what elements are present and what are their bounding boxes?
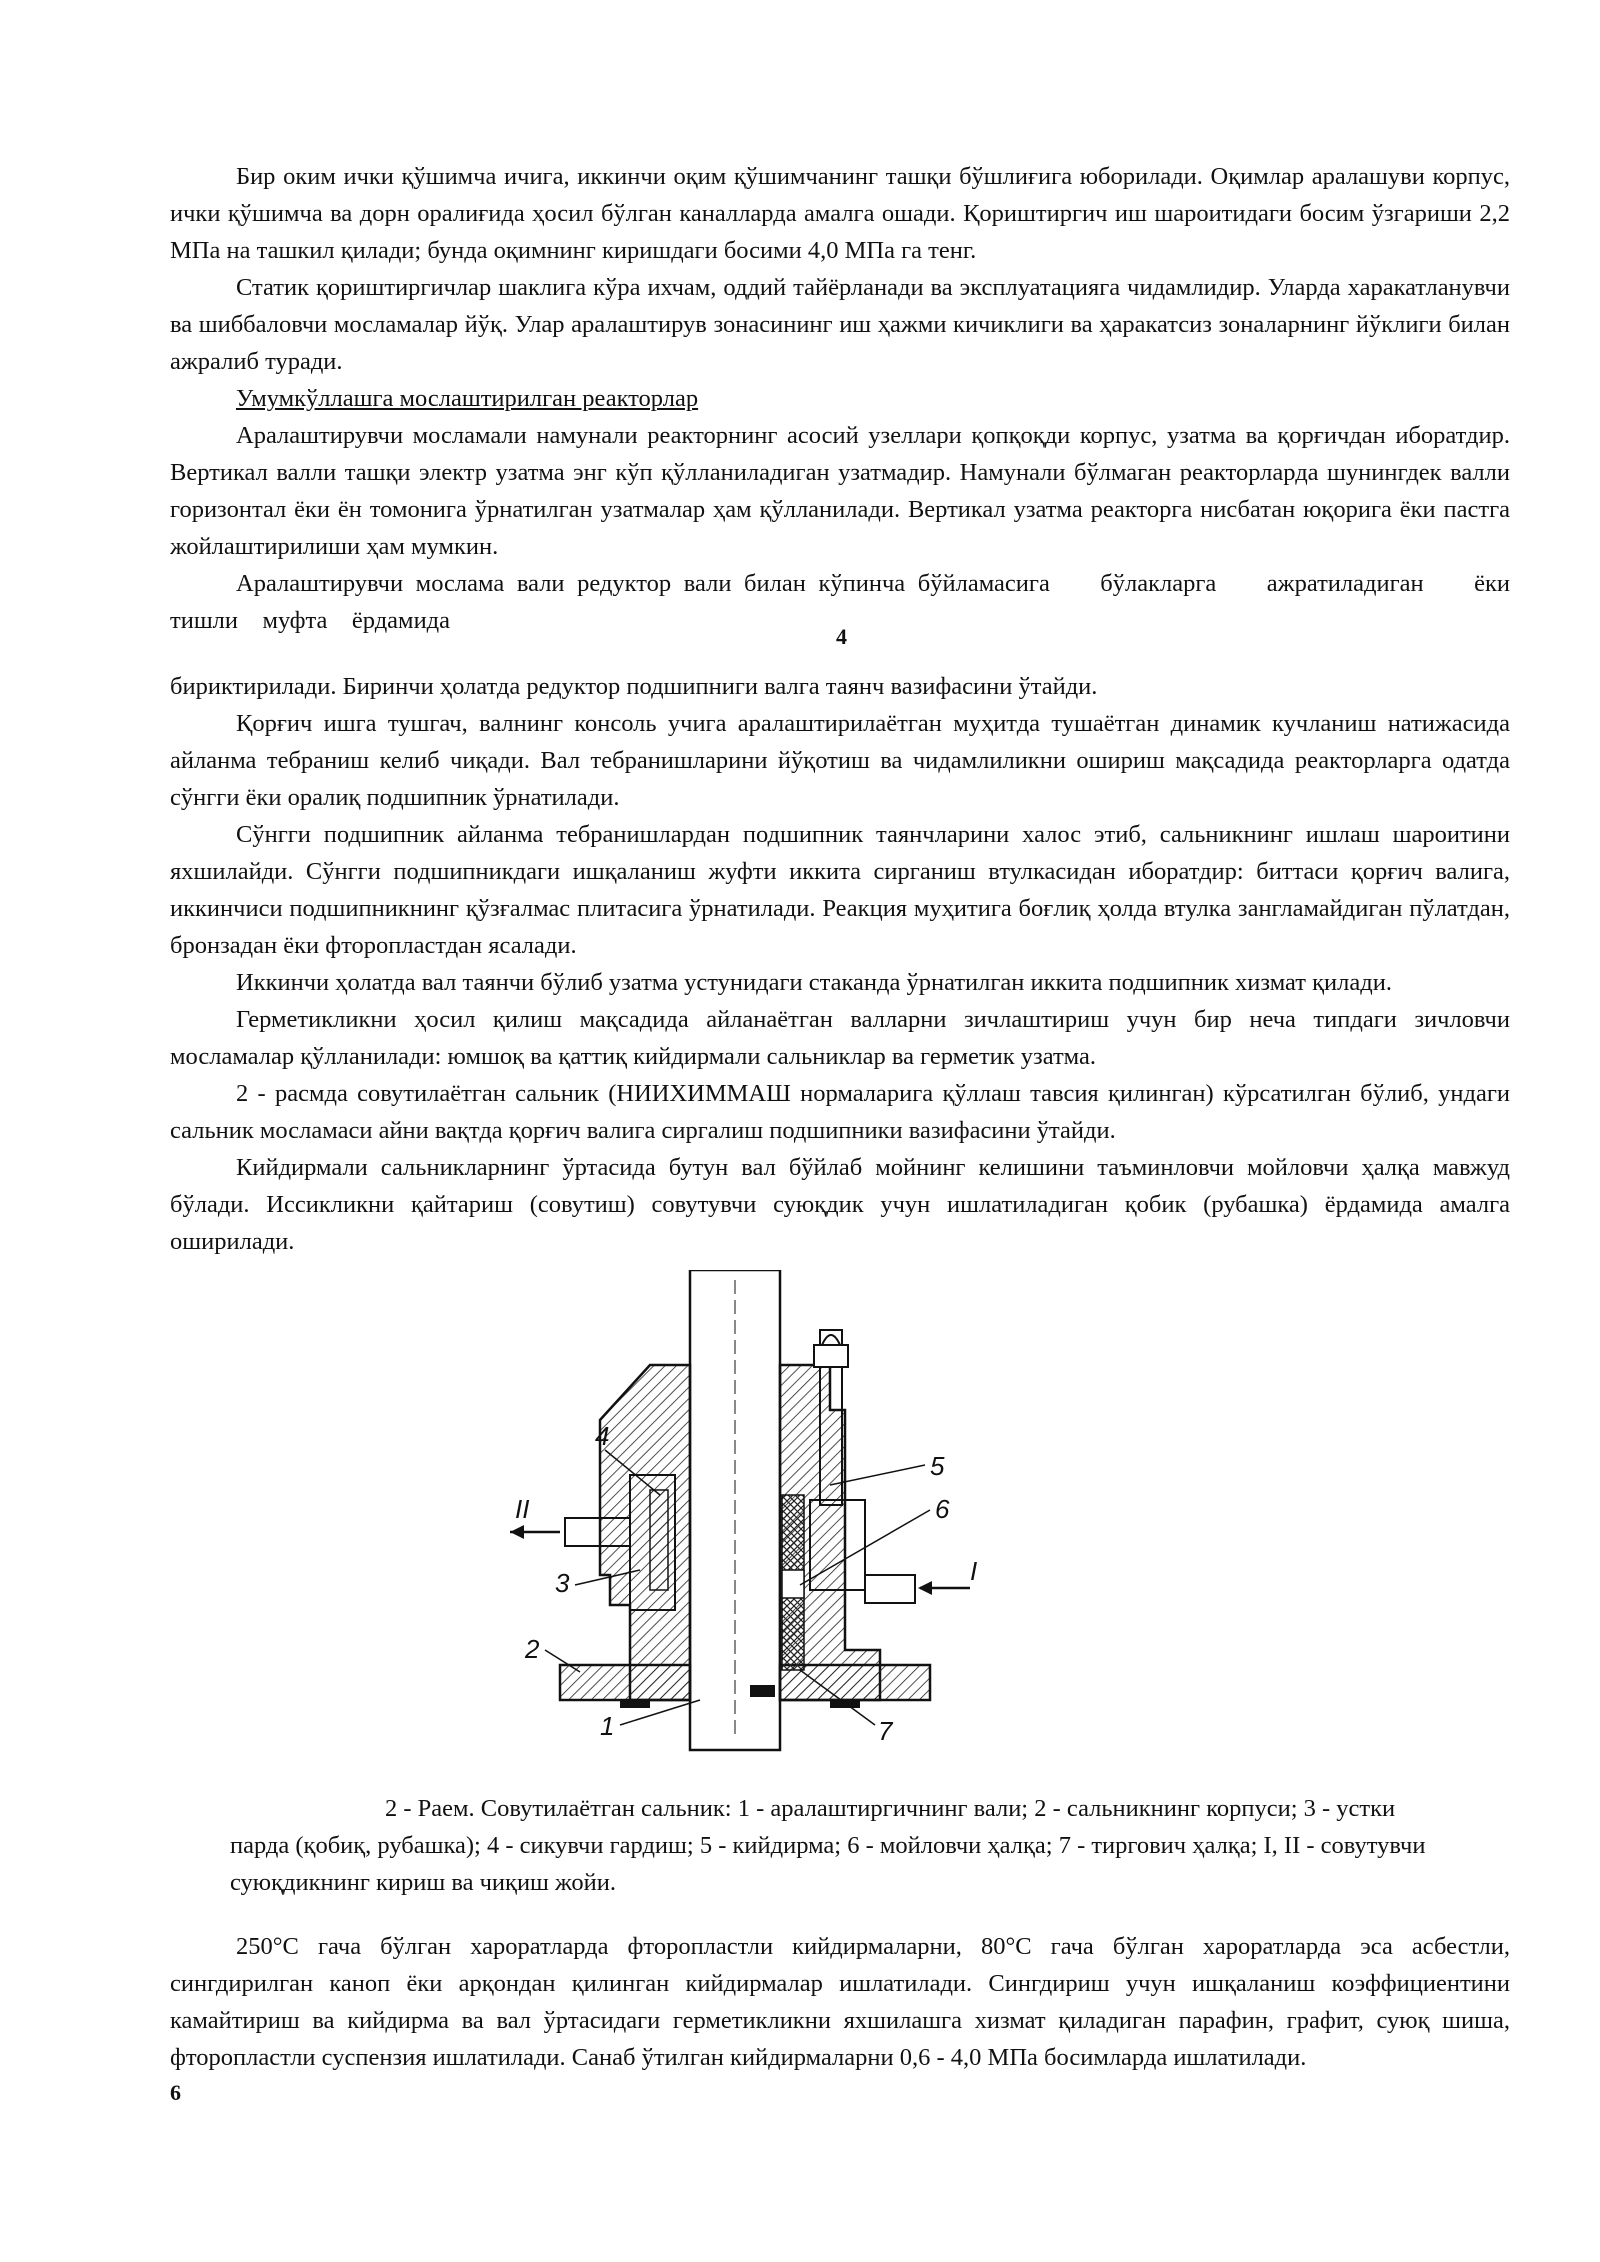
top-text-block [170,158,1510,639]
flange-left [560,1665,690,1700]
label-1: 1 [600,1711,615,1741]
paragraph-split-line: Аралаштирувчи мослама вали редуктор вали билан кўпинча бўйламасига бўлакларга ажратиладиган ёки [236,570,1510,597]
inlet-pipe [865,1575,915,1603]
inlet-arrowhead [918,1581,932,1595]
paragraph: Бир оким ички қўшимча ичига, иккинчи оқим қўшимчанинг ташқи бўшлиғига юборилади. Оқимлар аралашуви корпус, ички қўшимча ва дорн оралиғида ҳосил бўлган каналларда амалга ошади. Қориштиргич иш шароитидаги босим ўзгариши 2,2 МПа на ташкил қилади; бунда оқимнинг киришдаги босими 4,0 МПа га тенг. [170,163,1510,264]
section-heading: Умумкўллашга мослаштирилган реакторлар [236,385,699,412]
label-6: 6 [935,1494,950,1524]
label-outlet: II [515,1494,530,1524]
thrust-ring-mark [750,1685,775,1697]
grease-cap [822,1335,840,1345]
paragraph: 250°С гача бўлган хароратларда фторопластли кийдирмаларни, 80°С гача бўлган хароратларда эса асбестли, сингдирилган каноп ёки арқондан қилинган кийдирмалар ишлатилади. Сингдириш учун ишқаланиш коэффициентини камайтириш ва кийдирма ва вал ўртасидаги герметикликни яхшилашга хизмат қиладиган парафин, графит, суюқ шиша, фторопластли суспензия ишлатилади. Санаб ўтилган кийдирмаларни 0,6 - 4,0 МПа босимларда ишлатилади. [170,1933,1510,2071]
gland-ring-left [650,1490,668,1590]
label-inlet: I [970,1556,978,1586]
paragraph: бириктирилади. Биринчи ҳолатда редуктор подшипниги валга таянч вазифасини ўтайди. [170,673,1098,700]
label-4: 4 [595,1421,610,1451]
paragraph-split-line: тишли муфта ёрдамида [170,607,451,634]
caption-text: парда (қобиқ, рубашка); 4 - сикувчи гардиш; 5 - кийдирма; 6 - мойловчи ҳалқа; 7 - тиргович ҳалқа; I, II - совутувчи суюқдикнинг кириш ва чиқиш жойи. [230,1832,1426,1896]
final-text-block [170,1928,1510,2076]
paragraph: Герметикликни ҳосил қилиш мақсадида айланаётган валларни зичлаштириш учун бир неча типдаги зичловчи мосламалар қўлланилади: юмшоқ ва қаттиқ кийдирмали сальниклар ва герметик узатма. [170,1006,1510,1070]
caption-line: 2 - Раем. Совутилаётган сальник: 1 - аралаштиргичнинг вали; 2 - сальникнинг корпуси; 3 - устки [385,1795,1396,1822]
seal-mark-left [620,1700,650,1708]
paragraph: Сўнгги подшипник айланма тебранишлардан подшипник таянчларини халос этиб, сальникнинг ишлаш шароитини яхшилайди. Сўнгги подшипникдаги ишқаланиш жуфти иккита сирганиш втулкасидан иборатдир: биттаси қорғич валига, иккинчиси подшипникнинг қўзғалмас плитасига ўрнатилади. Реакция муҳитига боғлиқ ҳолда втулка зангламайдиган пўлатдан, бронзадан ёки фторопластдан ясалади. [170,821,1510,959]
figure-caption [230,1790,1470,1901]
paragraph: Қорғич ишга тушгач, валнинг консоль учига аралаштирилаётган муҳитда тушаётган динамик кучланиш натижасида айланма тебраниш келиб чиқади. Вал тебранишларини йўқотиш ва чидамлиликни ошириш мақсадида реакторларга одатда сўнгги ёки оралиқ подшипник ўрнатилади. [170,710,1510,811]
outlet-arrowhead [510,1525,524,1539]
label-2: 2 [525,1634,540,1664]
paragraph: Аралаштирувчи мосламали намунали реакторнинг асосий узеллари қопқоқди корпус, узатма ва қорғичдан иборатдир. Вертикал валли ташқи электр узатма энг кўп қўлланиладиган узатмадир. Намунали бўлмаган реакторларда шунингдек валли горизонтал ёки ён томонига ўрнатилган узатмалар ҳам қўлланилади. Вертикал узатма реакторга нисбатан юқорига ёки пастга жойлаштирилиши ҳам мумкин. [170,422,1510,560]
label-5: 5 [930,1451,945,1481]
page-number: 4 [836,624,847,649]
paragraph: 2 - расмда совутилаётган сальник (НИИХИММАШ нормаларига қўллаш тавсия қилинган) кўрсатилган бўлиб, ундаги сальник мосламаси айни вақтда қорғич валига сиргалиш подшипники вазифасини ўтайди. [170,1080,1510,1144]
stuffing-box-drawing [500,1270,1020,1770]
label-7: 7 [878,1716,893,1746]
paragraph: Кийдирмали сальникларнинг ўртасида бутун вал бўйлаб мойнинг келишини таъминловчи мойловчи ҳалқа мавжуд бўлади. Иссикликни қайтариш (совутиш) совутувчи суюқдик учун ишлатиладиган қобик (рубашка) ёрдамида амалга оширилади. [170,1154,1510,1255]
bottom-text-block [170,668,1510,1260]
nut [814,1345,848,1367]
paragraph: Статик қориштиргичлар шаклига кўра ихчам, оддий тайёрланади ва эксплуатацияга чидамлидир. Уларда харакатланувчи ва шиббаловчи мосламалар йўқ. Улар аралаштирув зонасининг иш ҳажми кичиклиги ва ҳаракатсиз зоналарнинг йўклиги билан ажралиб туради. [170,274,1510,375]
seal-mark-right [830,1700,860,1708]
label-3: 3 [555,1568,570,1598]
housing-left [600,1365,690,1700]
paragraph: Иккинчи ҳолатда вал таянчи бўлиб узатма устунидаги стаканда ўрнатилган иккита подшипник хизмат қилади. [236,969,1392,996]
page-number: 6 [170,2080,181,2105]
